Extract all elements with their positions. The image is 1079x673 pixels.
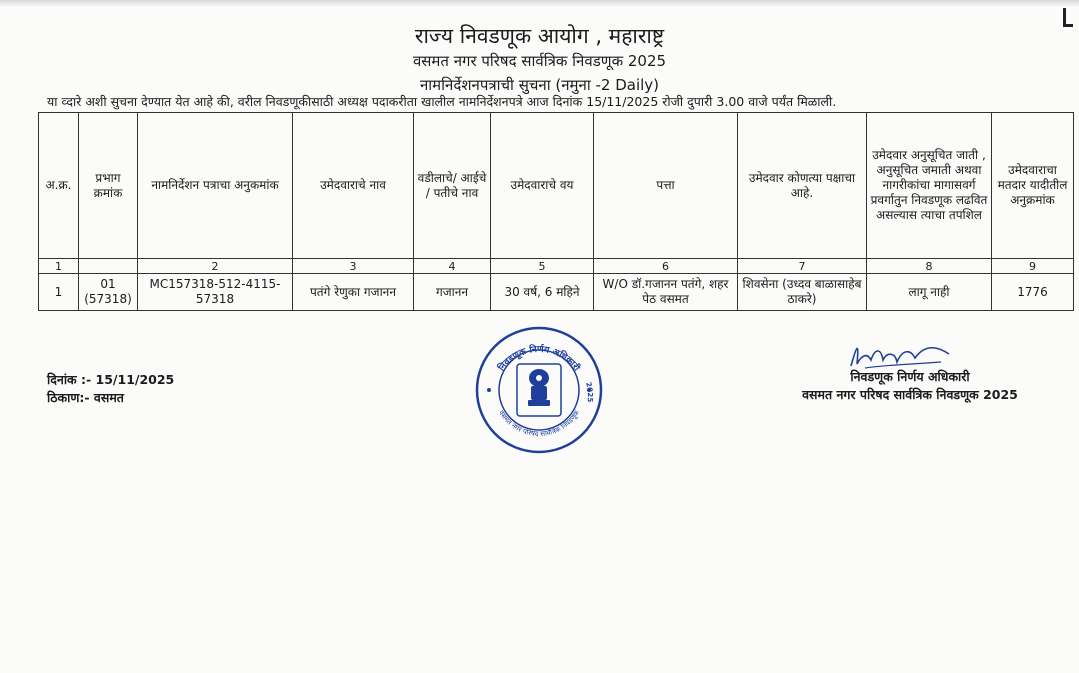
intro-statement: या व्दारे अशी सुचना देण्यात येत आहे की, वरील निवडणूकीसाठी अध्यक्ष पदाकरीता खालील नामनिर्देशनपत्रे आज दिनांक 15/11/2025 रोजी दुपारी 3.00 वाजे पर्यंत मिळाली. — [47, 94, 837, 109]
col-number: 9 — [992, 259, 1074, 274]
col-header-candidate-name: उमेदवाराचे नाव — [293, 113, 414, 259]
cell-nomination-no: MC157318-512-4115-57318 — [138, 274, 293, 311]
page-subtitle: वसमत नगर परिषद सार्वत्रिक निवडणूक 2025 — [412, 52, 667, 70]
date-place-block — [47, 371, 174, 407]
cell-category: लागू नाही — [867, 274, 992, 311]
officer-department: वसमत नगर परिषद सार्वत्रिक निवडणूक 2025 — [802, 387, 1018, 402]
col-number: 7 — [738, 259, 867, 274]
cell-ward: 01 (57318) — [79, 274, 138, 311]
page-title: राज्य निवडणूक आयोग , महाराष्ट्र — [414, 24, 665, 48]
seal-side-text: 2025 — [584, 381, 594, 403]
officer-title: निवडणूक निर्णय अधिकारी — [850, 369, 970, 384]
col-number: 6 — [594, 259, 738, 274]
cell-candidate-name: पतंगे रेणुका गजानन — [293, 274, 414, 311]
col-header-age: उमेदवाराचे वय — [491, 113, 594, 259]
nominations-table — [38, 112, 1074, 311]
col-header-voter-serial: उमेदवाराचा मतदार यादीतील अनुक्रमांक — [992, 113, 1074, 259]
table-header-row — [39, 113, 1074, 259]
official-seal-icon — [473, 324, 605, 456]
cell-address: W/O डॉ.गजानन पतंगे, शहर पेठ वसमत — [594, 274, 738, 311]
col-number: 4 — [414, 259, 491, 274]
top-edge-strip — [0, 0, 1079, 6]
notice-title: नामनिर्देशनपत्राची सुचना (नमुना -2 Daily) — [419, 76, 660, 94]
cell-relative-name: गजानन — [414, 274, 491, 311]
seal-top-text: निवडणूक निर्णय अधिकारी — [496, 344, 582, 374]
col-header-party: उमेदवार कोणत्या पक्षाचा आहे. — [738, 113, 867, 259]
col-number: 3 — [293, 259, 414, 274]
col-header-ward: प्रभाग क्रमांक — [79, 113, 138, 259]
ashoka-emblem-icon — [528, 369, 550, 406]
col-header-sr: अ.क्र. — [39, 113, 79, 259]
col-header-relative-name: वडीलाचे/ आईचे / पतीचे नाव — [414, 113, 491, 259]
col-number: 1 — [39, 259, 79, 274]
officer-block — [760, 368, 1060, 404]
col-header-category: उमेदवार अनुसूचित जाती , अनुसूचित जमाती अथवा नागरीकांचा मागासवर्ग प्रवर्गातुन निवडणूक लढवित असल्यास त्याचा तपशिल — [867, 113, 992, 259]
col-header-nomination-no: नामनिर्देशन पत्राचा अनुकमांक — [138, 113, 293, 259]
col-number: 8 — [867, 259, 992, 274]
column-number-row — [39, 259, 1074, 274]
col-number: 2 — [138, 259, 293, 274]
cell-voter-serial: 1776 — [992, 274, 1074, 311]
col-header-address: पत्ता — [594, 113, 738, 259]
table-row — [39, 274, 1074, 311]
footer-place: ठिकाण:- वसमत — [47, 390, 124, 405]
footer-date: दिनांक :- 15/11/2025 — [47, 372, 175, 387]
signature-stroke — [851, 348, 949, 366]
col-number: 5 — [491, 259, 594, 274]
seal-bottom-text: वसमत नगर परिषद सार्वत्रिक निवडणूक — [496, 408, 582, 439]
cell-party: शिवसेना (उध्दव बाळासाहेब ठाकरे) — [738, 274, 867, 311]
seal-dot — [487, 388, 491, 392]
cell-sr: 1 — [39, 274, 79, 311]
col-number — [79, 259, 138, 274]
cell-age: 30 वर्ष, 6 महिने — [491, 274, 594, 311]
